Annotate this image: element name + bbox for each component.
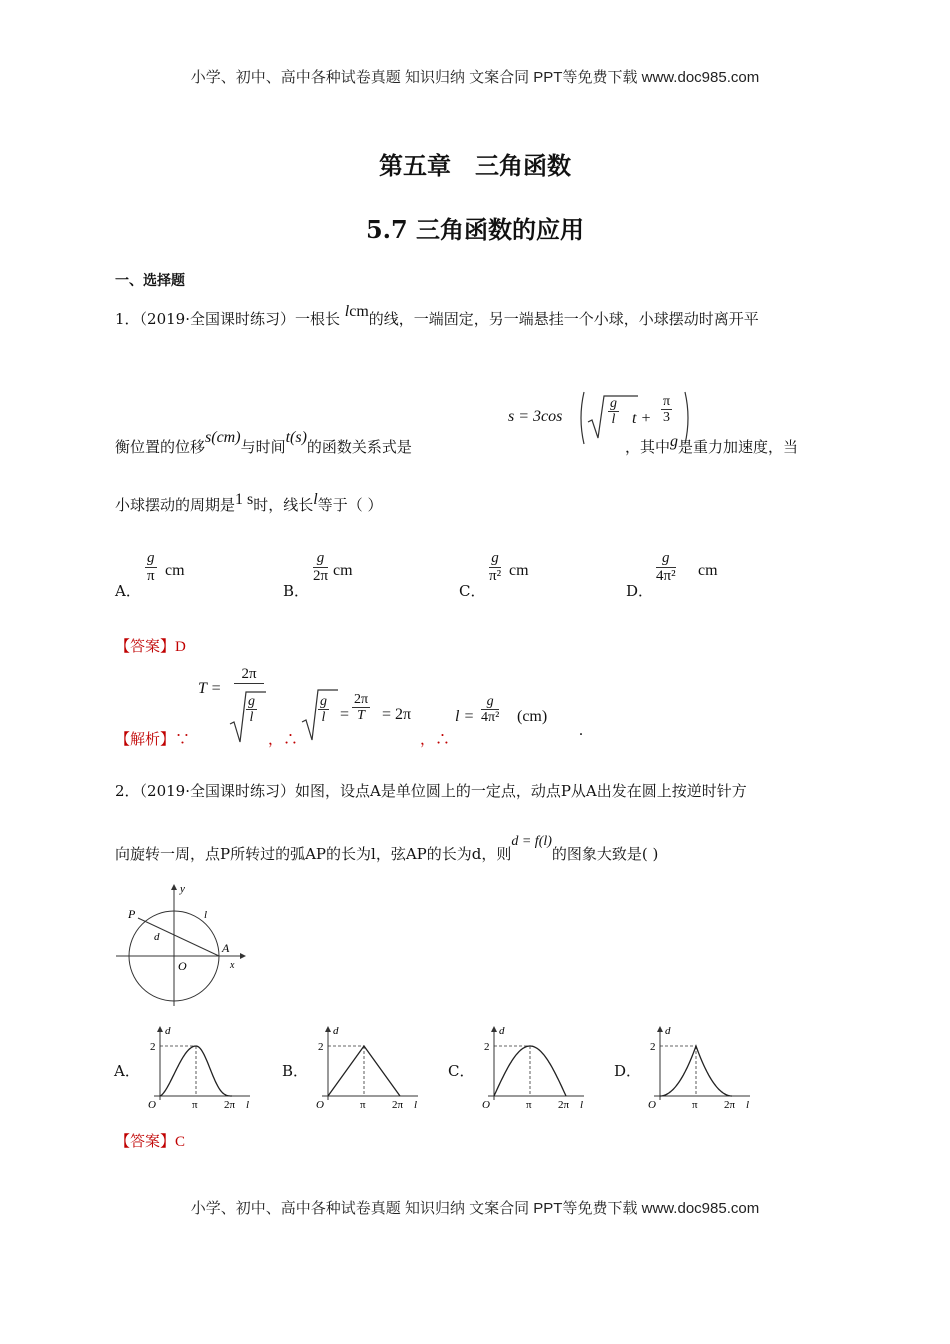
q1-text: 的线，一端固定，另一端悬挂一个小球，小球摆动时离开平 [368,310,759,328]
q1-line-2-tail [625,433,799,457]
d-label: d [333,1025,339,1037]
q1-source: （2019·全国课时练习） [139,310,295,328]
A-label: A [222,941,230,955]
q1-analysis [115,728,190,749]
O-label: O [316,1099,324,1111]
l-label: l [246,1099,250,1111]
q2-option-d[interactable] [610,1022,760,1112]
q1-text: 衡位置的位移 [115,438,206,456]
because-symbol: ∵ [175,730,191,748]
option-label: A． [115,582,141,600]
q1-answer [115,635,186,656]
option-graph [110,1022,250,1112]
chord-AP [138,918,219,956]
two-pi-label: 2π [558,1099,570,1111]
pi-label: π [526,1099,532,1111]
answer-value: C [175,1134,186,1150]
q1-line-3 [115,491,383,515]
page-footer: 小学、初中、高中各种试卷真题 知识归纳 文案合同 PPT等免费下载 www.doc985.com [190,1200,760,1217]
q2-text: 如图，设点A是单位圆上的一定点，动点P从A出发在圆上按逆时针方 [295,782,747,800]
d-label: d [165,1025,171,1037]
two-pi-label: 2π [224,1099,236,1111]
q2-option-a[interactable] [110,1022,260,1112]
q2-options [110,1022,830,1112]
q1-t-unit: t(s) [285,429,307,446]
analysis-T-formula: T = 2π $\frac{g}{l}$ [198,666,268,748]
q1-text: 小球摆动的周期是 [115,496,236,514]
page-header: 小学、初中、高中各种试卷真题 知识归纳 文案合同 PPT等免费下载 www.doc985.com [190,69,760,86]
q1-l-var: l [313,491,318,508]
y-axis-arrow [171,884,177,890]
q1-len-unit: cm [349,303,369,320]
O-label: O [178,959,187,973]
formula-t: t + [632,410,652,427]
option-unit: cm [509,562,529,579]
q1-s-unit: s(cm) [205,429,241,446]
formula-pi-over-3: $\frac{\pi}{3}$ [663,394,671,426]
x-label: x [230,960,235,971]
q1-len-var: l [344,303,350,320]
q1-text: 一根长 [295,310,341,328]
q2-text: 的图象大致是( ) [551,845,659,863]
l-label: l [746,1099,750,1111]
analysis-tag: 【解析】 [115,730,176,748]
d-axis-arrow [657,1026,663,1032]
option-label: C． [448,1062,475,1080]
pi-label: π [360,1099,366,1111]
option-unit: cm [698,562,718,579]
d-axis-arrow [325,1026,331,1032]
therefore-2: ，∴ [420,730,451,748]
two-label: 2 [150,1041,156,1053]
pi-label: π [692,1099,698,1111]
d-label: d [499,1025,505,1037]
option-fraction: $\frac{g}{2\pi}$ [313,550,329,584]
g-over-l: $\frac{g}{l}$ [248,694,255,726]
option-label: D． [626,582,654,600]
option-label: B． [283,582,310,600]
d-label: d [154,931,160,943]
analysis-l-result: l = $\frac{g}{\text{4π²}}$ (cm) . [455,694,583,739]
q1-g-var: g [670,433,679,450]
two-pi-label: 2π [724,1099,736,1111]
g-over-l: $\frac{g}{l}$ [320,694,327,726]
part-label: 一、选择题 [115,273,185,289]
d-axis-arrow [157,1026,163,1032]
q1-text: 的函数关系式是 [306,438,412,456]
unit-circle-figure [112,880,252,1010]
two-label: 2 [650,1041,656,1053]
option-label: C． [459,582,486,600]
option-unit: cm [333,562,353,579]
g-over-4pi2: $\frac{g}{\text{4π²}}$ [481,694,500,726]
q2-option-b[interactable] [278,1022,428,1112]
q1-period: 1 s [235,491,254,508]
l-label: l [204,909,208,921]
two-pi-label: 2π [392,1099,404,1111]
option-label: B． [282,1062,309,1080]
q1-number: 1． [115,310,140,328]
O-label: O [482,1099,490,1111]
option-label: A． [114,1062,140,1080]
O-label: O [648,1099,656,1111]
option-label: D． [614,1062,642,1080]
P-label: P [128,907,136,921]
q2-number: 2． [115,782,140,800]
d-axis-arrow [491,1026,497,1032]
section-title: 5.7 三角函数的应用 [365,215,585,244]
option-unit: cm [165,562,185,579]
pi-label: π [192,1099,198,1111]
option-fraction: $\frac{g}{\text{π²}}$ [489,550,502,584]
d-label: d [665,1025,671,1037]
two-label: 2 [318,1041,324,1053]
two-label: 2 [484,1041,490,1053]
option-fraction: $\frac{g}{\pi}$ [146,550,155,584]
q1-text: 是重力加速度，当 [678,438,799,456]
q1-line-1 [115,303,759,329]
answer-tag: 【答案】 [115,637,176,655]
q1-options [115,550,835,600]
y-label: y [180,883,185,895]
chapter-title: 第五章 三角函数 [379,151,571,180]
q1-line-2 [115,429,412,457]
option-graph [444,1022,584,1112]
formula-g-over-l: $\frac{g}{l}$ [610,396,617,428]
q1-text: 时，线长 [253,496,314,514]
l-label: l [414,1099,418,1111]
q2-func: d = f(l) [511,834,552,849]
q2-text: 向旋转一周，点P所转过的弧AP的长为l，弦AP的长为d，则 [115,845,512,863]
l-label: l [580,1099,584,1111]
2pi-over-T: $\frac{2\pi}{T}$ [354,692,369,724]
therefore-1: ，∴ [268,730,299,748]
O-label: O [148,1099,156,1111]
q2-option-c[interactable] [444,1022,594,1112]
option-graph [610,1022,750,1112]
q1-text: ，其中 [625,438,671,456]
q2-answer [115,1130,185,1151]
q2-source: （2019·全国课时练习） [139,782,295,800]
option-graph [278,1022,418,1112]
analysis-period-eq: $\frac{g}{l}$ = $\frac{2\pi}{T}$ = 2π [300,686,420,746]
formula-lhs: s = 3cos [508,408,563,425]
q2-line-1 [115,780,747,801]
answer-value: D [175,639,186,655]
q1-text: 与时间 [240,438,286,456]
q2-line-2 [115,834,659,864]
q1-text: 等于（ ） [317,496,383,514]
x-axis-arrow [240,953,246,959]
answer-tag: 【答案】 [115,1132,176,1150]
option-fraction: $\frac{g}{\text{4π²}}$ [656,550,676,584]
